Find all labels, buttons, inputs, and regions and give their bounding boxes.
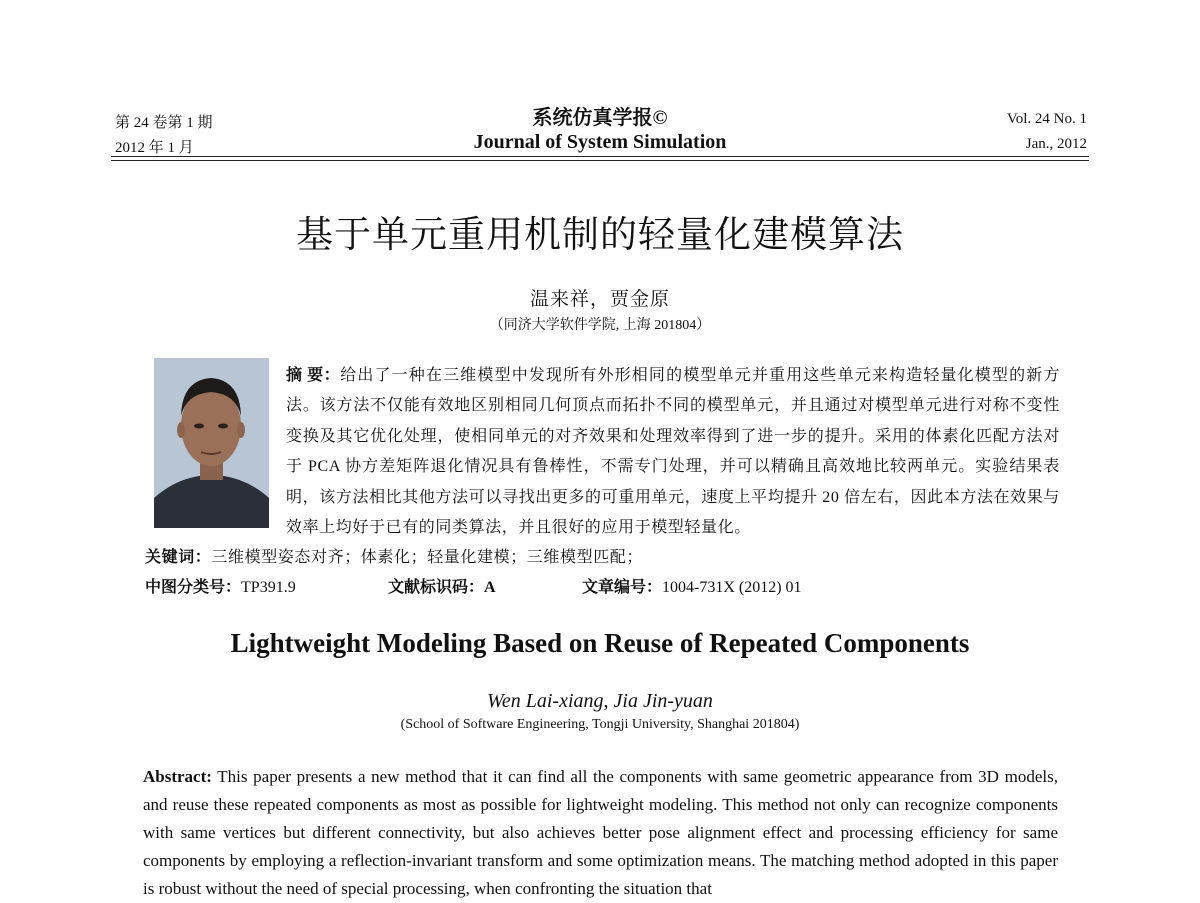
authors-en: Wen Lai-xiang, Jia Jin-yuan (487, 690, 713, 712)
authors-cn: 温来祥，贾金原 (529, 289, 670, 310)
journal-name-cn: 系统仿真学报© (532, 107, 668, 129)
clc-value: TP391.9 (241, 579, 296, 596)
date-cn: 2012 年 1 月 (115, 140, 194, 156)
clc-number (145, 574, 296, 597)
doc-code-value: A (484, 579, 496, 596)
affiliation-cn: （同济大学软件学院, 上海 201804） (489, 318, 711, 333)
abstract-en-label: Abstract: (143, 767, 212, 786)
doc-code-label: 文献标识码： (388, 579, 485, 596)
article-no-label: 文章编号： (582, 579, 663, 596)
abstract-cn (286, 361, 1060, 543)
author-photo (154, 358, 269, 528)
clc-label: 中图分类号： (145, 579, 242, 596)
document-code (388, 574, 496, 597)
keywords-cn (145, 544, 643, 567)
date-en: Jan., 2012 (1025, 136, 1087, 152)
affiliation-en: (School of Software Engineering, Tongji University, Shanghai 201804) (400, 717, 800, 732)
journal-name-en: Journal of System Simulation (473, 131, 727, 153)
paper-title-en: Lightweight Modeling Based on Reuse of Repeated Components (230, 628, 970, 658)
abstract-en-text: This paper presents a new method that it can find all the components with same geometric appearance from 3D models, and reuse these repeated components as most as possible for lightweight modeling. This method not only can recognize components with same vertices but different connectivity, but also achieves better pose alignment effect and processing efficiency for same components by employing a reflection-invariant transform and some optimization means. The matching method adopted in this paper is robust without the need of special processing, when confronting the situation that (143, 767, 1058, 898)
abstract-cn-label: 摘 要： (286, 367, 341, 384)
keywords-cn-label: 关键词： (145, 549, 212, 566)
abstract-cn-text: 给出了一种在三维模型中发现所有外形相同的模型单元并重用这些单元来构造轻量化模型的新方法。该方法不仅能有效地区别相同几何顶点而拓扑不同的模型单元，并且通过对模型单元进行对称不变性变换及其它优化处理，使相同单元的对齐效果和处理效率得到了进一步的提升。采用的体素化匹配方法对于 PCA 协方差矩阵退化情况具有鲁棒性，不需专门处理，并可以精确且高效地比较两单元。实验结果表明，该方法相比其他方法可以寻找出更多的可重用单元，速度上平均提升 20 倍左右，因此本方法在效果与效率上均好于已有的同类算法，并且很好的应用于模型轻量化。 (286, 367, 1060, 537)
volume-issue-cn: 第 24 卷第 1 期 (115, 115, 213, 131)
keywords-cn-text: 三维模型姿态对齐；体素化；轻量化建模；三维模型匹配； (211, 549, 644, 566)
header-rule-thick (111, 156, 1089, 157)
paper-title-cn: 基于单元重用机制的轻量化建模算法 (296, 215, 904, 256)
volume-issue-en: Vol. 24 No. 1 (1006, 111, 1087, 127)
article-no-value: 1004-731X (2012) 01 (662, 579, 802, 596)
article-number (582, 574, 802, 597)
abstract-en (143, 763, 1058, 903)
header-rule-thin (111, 160, 1089, 161)
